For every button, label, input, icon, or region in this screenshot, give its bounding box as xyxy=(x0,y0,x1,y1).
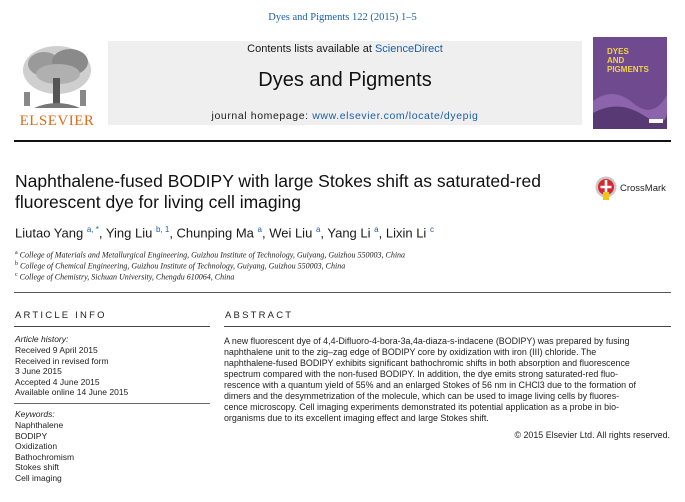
crossmark-button[interactable] xyxy=(595,174,675,204)
keywords-label: Keywords: xyxy=(15,409,55,419)
author-superscript[interactable]: b, 1 xyxy=(155,225,170,234)
keyword-item: Oxidization xyxy=(15,441,58,452)
abstract-line: naphthalene unit to the zig–zag edge of BODIPY core by oxidization with iron (III) chloride. The xyxy=(224,347,597,358)
affiliation-b: $^b$ College of Chemical Engineering, Guizhou Institute of Technology, Guiyang, Guizhou 550003, China xyxy=(15,261,346,271)
affiliation-a: $^a$ College of Materials and Metallurgical Engineering, Guizhou Institute of Technology, Guiyang, Guizhou 550003, China xyxy=(15,250,406,260)
abstract-line: cence microscopy. Cell imaging experiments demonstrated its potential application as a probe in bio- xyxy=(224,402,619,413)
keyword-item: Stokes shift xyxy=(15,462,59,473)
abstract-line: organisms due to its excellent imaging effect and large Stokes shift. xyxy=(224,413,489,424)
cover-title: DYES AND PIGMENTS xyxy=(607,47,649,74)
author-name[interactable]: Wei Liu xyxy=(269,225,313,241)
homepage-prefix: journal homepage: xyxy=(211,110,309,122)
header-divider xyxy=(14,140,671,142)
author-superscript[interactable]: a xyxy=(257,225,262,234)
article-history-list xyxy=(15,345,128,398)
history-item: Received in revised form xyxy=(15,355,109,366)
sciencedirect-link[interactable]: ScienceDirect xyxy=(374,43,443,55)
keyword-item: Naphthalene xyxy=(15,420,64,430)
homepage-link[interactable]: www.elsevier.com/locate/dyepig xyxy=(312,110,479,122)
abstract-line: spectrum compared with the non-fused BODIPY. In addition, the dye emits strong saturated-red fluo- xyxy=(224,369,618,380)
author-superscript[interactable]: a xyxy=(374,225,379,234)
abstract-heading: ABSTRACT xyxy=(225,310,294,321)
journal-cover-thumbnail[interactable] xyxy=(593,37,667,129)
keyword-item: BODIPY xyxy=(15,430,48,441)
crossmark-icon xyxy=(595,174,617,202)
article-history-label: Article history: xyxy=(15,334,69,344)
elsevier-wordmark: ELSEVIER xyxy=(19,113,95,129)
keyword-item: Bathochromism xyxy=(15,451,75,462)
author-superscript[interactable]: a, * xyxy=(86,225,99,234)
journal-name: Dyes and Pigments xyxy=(258,69,432,91)
history-item: 3 June 2015 xyxy=(15,366,62,377)
abstract-divider xyxy=(224,326,671,327)
author-superscript[interactable]: c xyxy=(429,225,434,234)
journal-reference[interactable]: Dyes and Pigments 122 (2015) 1–5 xyxy=(268,12,417,23)
affiliation-divider xyxy=(14,292,671,293)
history-item: Available online 14 June 2015 xyxy=(15,387,129,398)
history-item: Received 9 April 2015 xyxy=(15,345,98,355)
keyword-list xyxy=(15,420,74,484)
author-list: Liutao Yang $^{a, *}$, Ying Liu $^{b, 1}$, Chunping Ma $^a$, Wei Liu $^a$, Yang Li $^a$, Lixin Li $^c$ xyxy=(15,225,434,241)
abstract-line: dimers and the desymmetrization of the molecule, which can be used to image living cells by fluores- xyxy=(224,391,620,402)
author-superscript[interactable]: a xyxy=(315,225,321,234)
abstract-line: naphthalene-fused BODIPY exhibits significant bathochromic shifts in both absorption and fluorescence xyxy=(224,358,630,369)
article-info-divider xyxy=(14,326,210,327)
contents-available-line xyxy=(108,43,582,55)
history-item: Accepted 4 June 2015 xyxy=(15,376,100,387)
author-name[interactable]: Chunping Ma xyxy=(176,225,254,241)
author-name[interactable]: Ying Liu xyxy=(105,225,153,241)
journal-homepage-line xyxy=(108,110,582,122)
copyright-notice: © 2015 Elsevier Ltd. All rights reserved. xyxy=(514,430,670,440)
crossmark-label: CrossMark xyxy=(620,183,666,194)
abstract-line: A new fluorescent dye of 4,4-Difluoro-4-bora-3a,4a-diaza-s-indacene (BODIPY) was prepared by fusing xyxy=(224,336,630,346)
author-name[interactable]: Liutao Yang xyxy=(15,225,84,241)
keyword-item: Cell imaging xyxy=(15,472,62,483)
abstract-text xyxy=(224,336,670,424)
article-info-heading: ARTICLE INFO xyxy=(15,310,107,321)
affiliation-c: $^c$ College of Chemistry, Sichuan University, Chengdu 610064, China xyxy=(15,272,235,282)
cover-art-icon xyxy=(593,81,667,129)
author-name[interactable]: Lixin Li xyxy=(385,225,427,241)
contents-prefix: Contents lists available at xyxy=(247,43,372,55)
author-name[interactable]: Yang Li xyxy=(327,225,371,241)
abstract-line: rescence with a quantum yield of 55% and an enlarged Stokes of 56 nm in CHCl3 due to the formation of xyxy=(224,380,636,391)
keywords-divider xyxy=(14,403,210,404)
paper-title: Naphthalene-fused BODIPY with large Stokes shift as saturated-red fluorescent dye for living cell imaging xyxy=(15,171,541,212)
